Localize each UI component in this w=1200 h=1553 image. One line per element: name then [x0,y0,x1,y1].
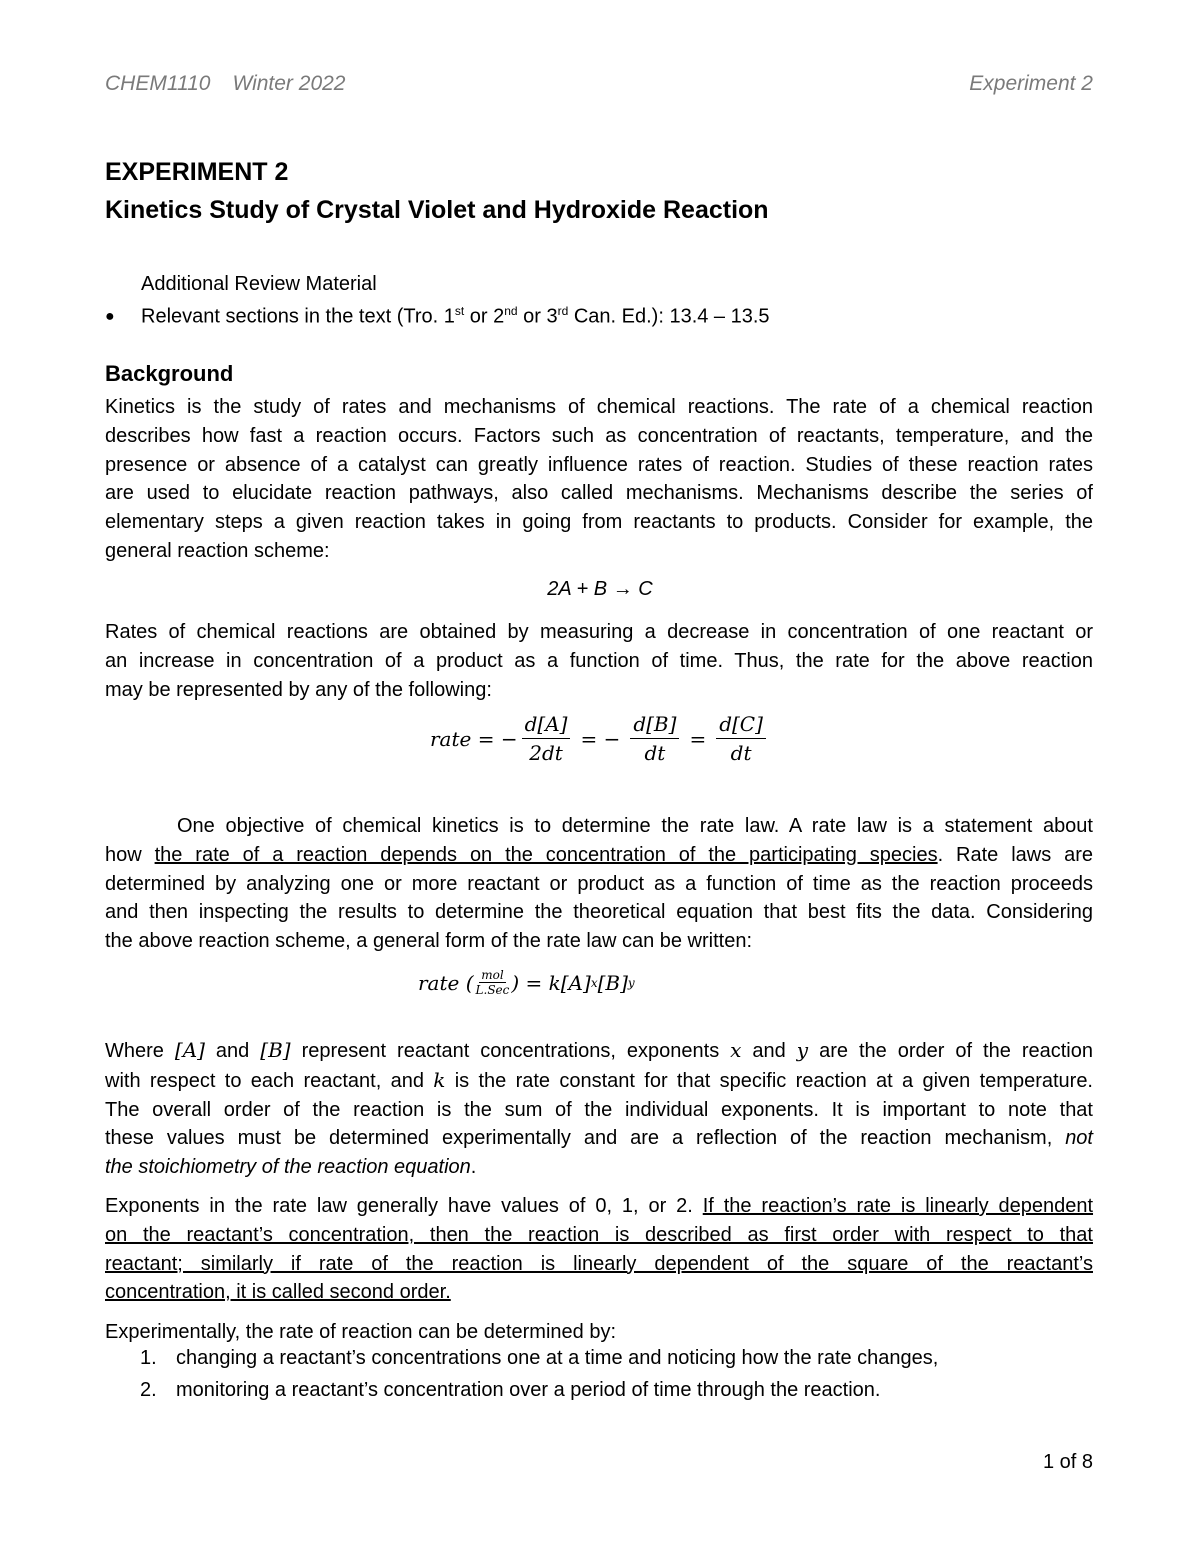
term: Winter 2022 [232,72,346,95]
text-line: Kinetics is the study of rates and mechanisms of chemical reactions. The rate of a chemical reaction [105,396,1093,418]
review-bullet [105,304,770,330]
fraction-dB: $\frac{d[B]}{dt}$ [630,712,679,765]
rate-law-paragraph [105,812,1093,956]
text-line: Rates of chemical reactions are obtained by measuring a decrease in concentration of one reactant or [105,621,1093,643]
text-line: reactant; similarly if rate of the reaction is linearly dependent of the square of the reactant’s [105,1252,1093,1275]
text-line: may be represented by any of the following: [105,678,492,701]
text-line: describes how fast a reaction occurs. Factors such as concentration of reactants, temperature, and the [105,424,1093,447]
text-line: general reaction scheme: [105,539,330,562]
text-line: how the rate of a reaction depends on the concentration of the participating species. Rate laws are [105,843,1094,866]
text-line: with respect to each reactant, and k is the rate constant for that specific reaction at a given temperature. [105,1067,1093,1092]
text-line: and then inspecting the results to determine the theoretical equation that best fits the data. Considering [105,901,1093,924]
text-line: The overall order of the reaction is the sum of the individual exponents. It is important to note that [105,1098,1093,1121]
underlined-phrase: the rate of a reaction depends on the concentration of the participating species [154,843,938,866]
experiment-number-title: EXPERIMENT 2 [105,158,289,186]
bullet-icon: ● [105,308,115,325]
text-line: Exponents in the rate law generally have values of 0, 1, or 2. If the reaction’s rate is linearly dependent [105,1195,1094,1217]
unit-fraction: $\frac{\text{mol}}{\text{L.Sec}}$ [475,968,510,997]
reaction-scheme: 2A + B → C [547,578,653,600]
experiment-title: Kinetics Study of Crystal Violet and Hydroxide Reaction [105,196,769,224]
running-header-right: Experiment 2 [969,72,1093,95]
methods-intro [105,1318,1093,1347]
list-item: 1. changing a reactant’s concentrations one at a time and noticing how the rate changes, [140,1347,939,1369]
running-header-left [105,72,345,96]
background-paragraph-1 [105,393,1093,566]
list-item: 2. monitoring a reactant’s concentration over a period of time through the reaction. [140,1379,881,1401]
text-line: elementary steps a given reaction takes in going from reactants to products. Consider for example, the [105,511,1093,534]
text-line: are used to elucidate reaction pathways, also called mechanisms. Mechanisms describe the series of [105,482,1093,505]
background-paragraph-2 [105,618,1093,704]
page-number: 1 of 8 [1042,1451,1093,1473]
fraction-dA: $\frac{d[A]}{2dt}$ [522,712,571,765]
text-line: the stoichiometry of the reaction equation. [105,1156,477,1179]
variables-paragraph [105,1036,1093,1182]
text-line: these values must be determined experimentally and are a reflection of the reaction mechanism, not [105,1127,1093,1150]
review-bullet-text: Relevant sections in the text (Tro. 1st or 2nd or 3rd Can. Ed.): 13.4 – 13.5 [141,304,770,328]
text-line: determined by analyzing one or more reactant or product as a function of time as the reaction proceeds [105,872,1093,895]
course-code: CHEM1110 [105,72,211,95]
text-line: presence or absence of a catalyst can greatly influence rates of reaction. Studies of these reaction rates [105,453,1093,476]
review-material-label: Additional Review Material [141,273,377,295]
text-line: the above reaction scheme, a general form of the rate law can be written: [105,930,753,953]
text-line: Experimentally, the rate of reaction can be determined by: [105,1321,617,1343]
text-line: an increase in concentration of a product as a function of time. Thus, the rate for the above reaction [105,649,1093,672]
text-line: concentration, it is called second order. [105,1281,451,1304]
text-line: One objective of chemical kinetics is to determine the rate law. A rate law is a statement about [177,815,1093,837]
fraction-dC: $\frac{d[C]}{dt}$ [716,712,766,765]
text-line: Where [A] and [B] represent reactant concentrations, exponents x and y are the order of the reaction [105,1038,1093,1062]
exponents-paragraph [105,1192,1093,1307]
background-heading: Background [105,361,234,386]
text-line: on the reactant’s concentration, then the reaction is described as first order with respect to that [105,1223,1093,1246]
rate-equation: rate = − $\frac{d[A]}{2dt}$ = − $\frac{d[B]}{dt}$ = $\frac{d[C]}{dt}$ [430,712,770,765]
rate-law-equation: rate ( $\frac{\text{mol}}{\text{L.Sec}}$ ) = k[A] x [B] y [418,968,635,997]
